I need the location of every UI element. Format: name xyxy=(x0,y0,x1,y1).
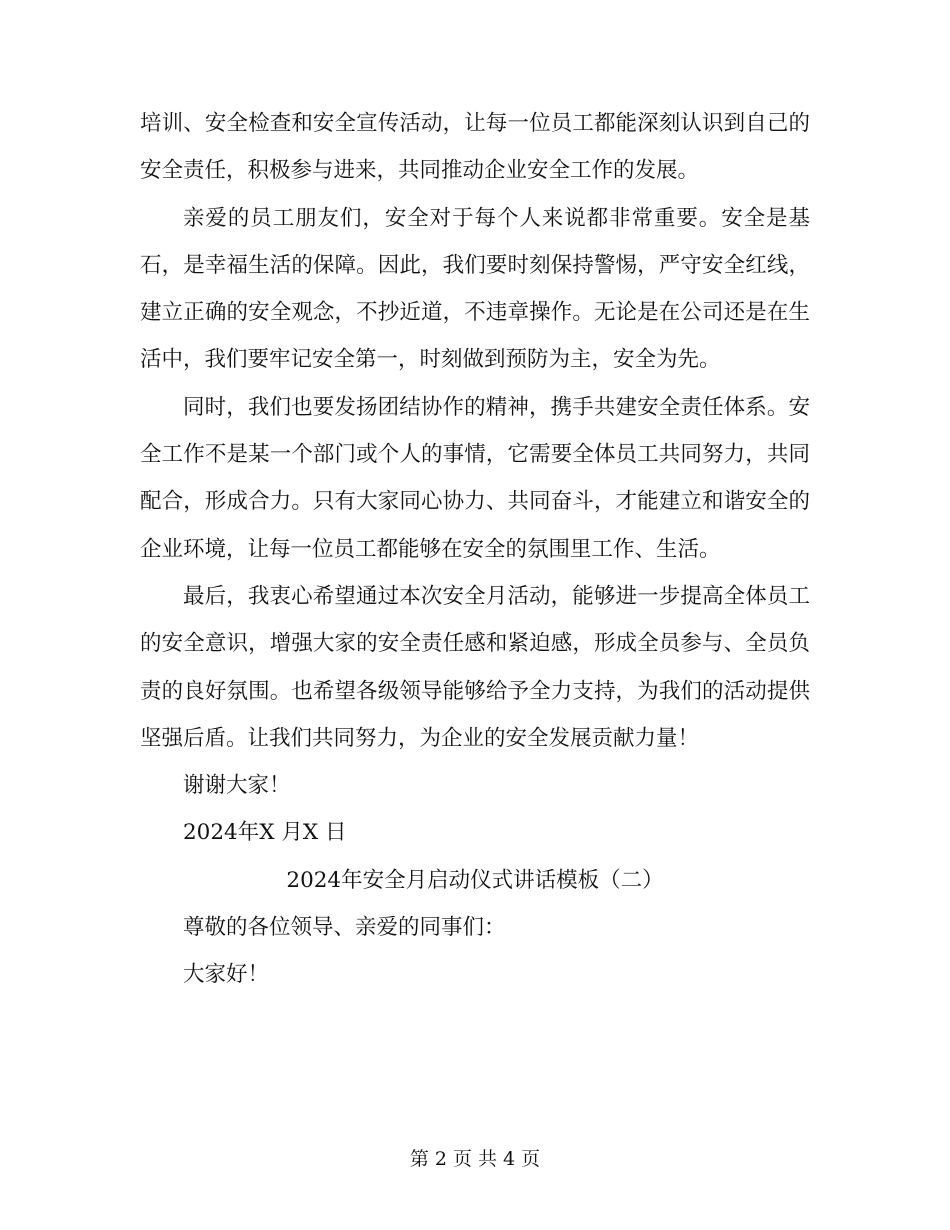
closing-thanks: 谢谢大家！ xyxy=(183,773,291,799)
document-date: 2024年X 月X 日 xyxy=(183,820,347,846)
document-body xyxy=(140,100,810,999)
greeting: 大家好！ xyxy=(183,962,270,988)
paragraph-teamwork: 同时，我们也要发扬团结协作的精神，携手共建安全责任体系。安全工作不是某一个部门或个人的事情，它需要全体员工共同努力，共同配合，形成合力。只有大家同心协力、共同奋斗，才能建立和谐安全的企业环境，让每一位员工都能够在安全的氛围里工作、生活。 xyxy=(140,394,810,562)
salutation: 尊敬的各位领导、亲爱的同事们： xyxy=(183,915,506,941)
page-number-footer: 第 2 页 共 4 页 xyxy=(409,1148,541,1170)
section-title: 2024年安全月启动仪式讲话模板（二） xyxy=(286,867,664,893)
paragraph-safety-importance: 亲爱的员工朋友们，安全对于每个人来说都非常重要。安全是基石，是幸福生活的保障。因此，我们要时刻保持警惕，严守安全红线，建立正确的安全观念，不抄近道，不违章操作。无论是在公司还是在生活中，我们要牢记安全第一，时刻做到预防为主，安全为先。 xyxy=(140,205,810,373)
paragraph-closing-hope: 最后，我衷心希望通过本次安全月活动，能够进一步提高全体员工的安全意识，增强大家的安全责任感和紧迫感，形成全员参与、全员负责的良好氛围。也希望各级领导能够给予全力支持，为我们的活动提供坚强后盾。让我们共同努力，为企业的安全发展贡献力量！ xyxy=(140,583,810,751)
paragraph-continued: 培训、安全检查和安全宣传活动，让每一位员工都能深刻认识到自己的安全责任，积极参与进来，共同推动企业安全工作的发展。 xyxy=(140,111,810,184)
